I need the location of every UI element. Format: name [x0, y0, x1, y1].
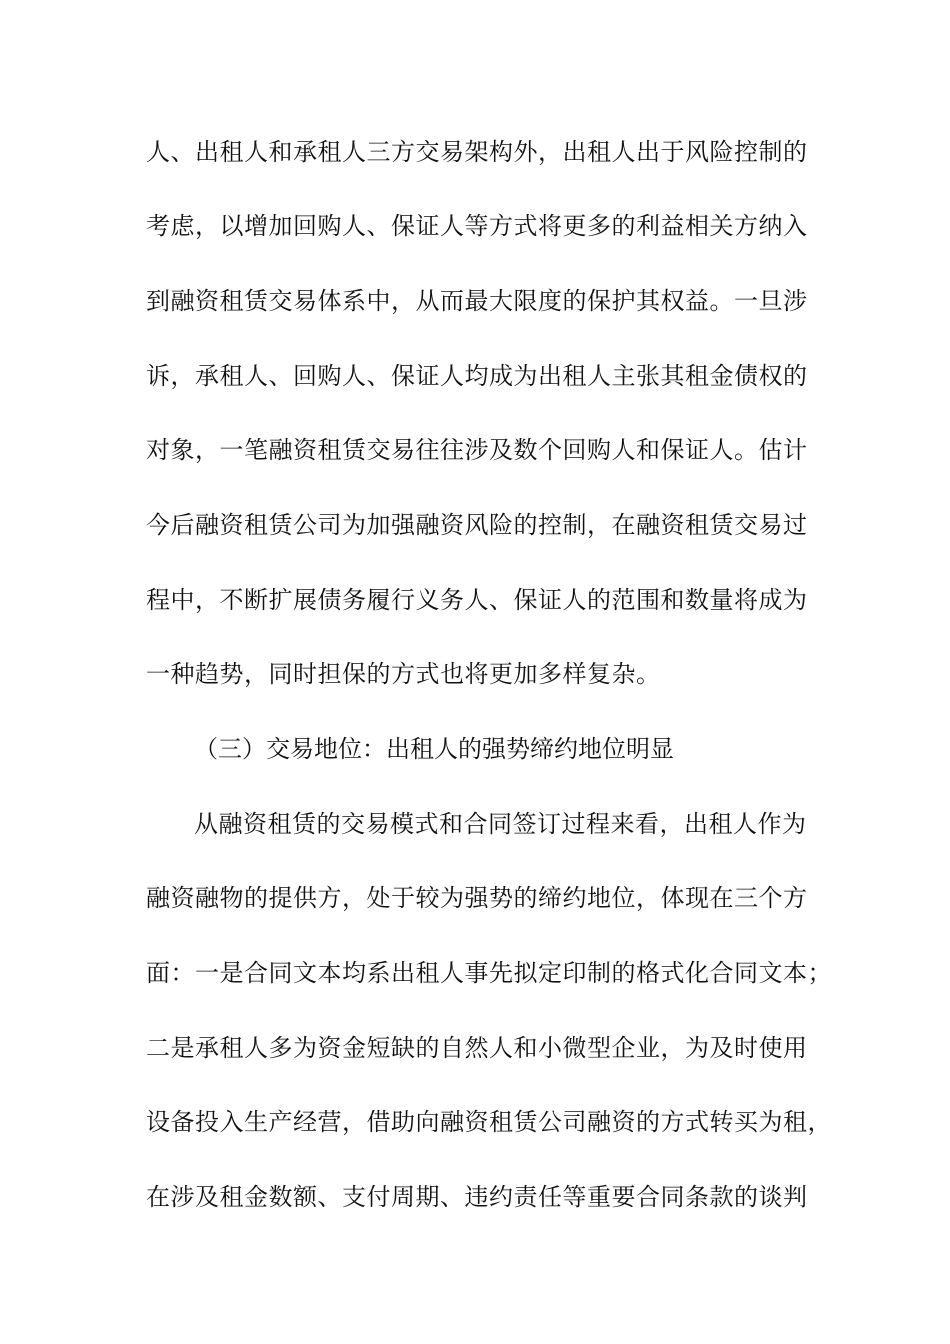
body-text-line: 到融资租赁交易体系中，从而最大限度的保护其权益。一旦涉: [146, 287, 808, 315]
body-text-line: 从融资租赁的交易模式和合同签订过程来看，出租人作为: [194, 810, 807, 838]
body-text-line: 设备投入生产经营，借助向融资租赁公司融资的方式转买为租，: [146, 1108, 832, 1136]
body-text-line: 诉，承租人、回购人、保证人均成为出租人主张其租金债权的: [146, 362, 808, 390]
body-text-line: 对象，一笔融资租赁交易往往涉及数个回购人和保证人。估计: [146, 436, 808, 464]
body-text-line: 在涉及租金数额、支付周期、违约责任等重要合同条款的谈判: [146, 1183, 808, 1211]
body-text-line: 一种趋势，同时担保的方式也将更加多样复杂。: [146, 660, 661, 688]
body-text-line: 今后融资租赁公司为加强融资风险的控制，在融资租赁交易过: [146, 511, 808, 539]
body-text-line: 程中，不断扩展债务履行义务人、保证人的范围和数量将成为: [146, 586, 808, 614]
body-text-line: 人、出租人和承租人三方交易架构外，出租人出于风险控制的: [146, 138, 808, 166]
body-text-line: 融资融物的提供方，处于较为强势的缔约地位，体现在三个方: [146, 884, 808, 912]
body-text-line: 面：一是合同文本均系出租人事先拟定印制的格式化合同文本；: [146, 959, 832, 987]
body-text-line: 考虑，以增加回购人、保证人等方式将更多的利益相关方纳入: [146, 212, 808, 240]
body-text-line: 二是承租人多为资金短缺的自然人和小微型企业，为及时使用: [146, 1034, 808, 1062]
section-heading: （三）交易地位：出租人的强势缔约地位明显: [194, 735, 674, 763]
